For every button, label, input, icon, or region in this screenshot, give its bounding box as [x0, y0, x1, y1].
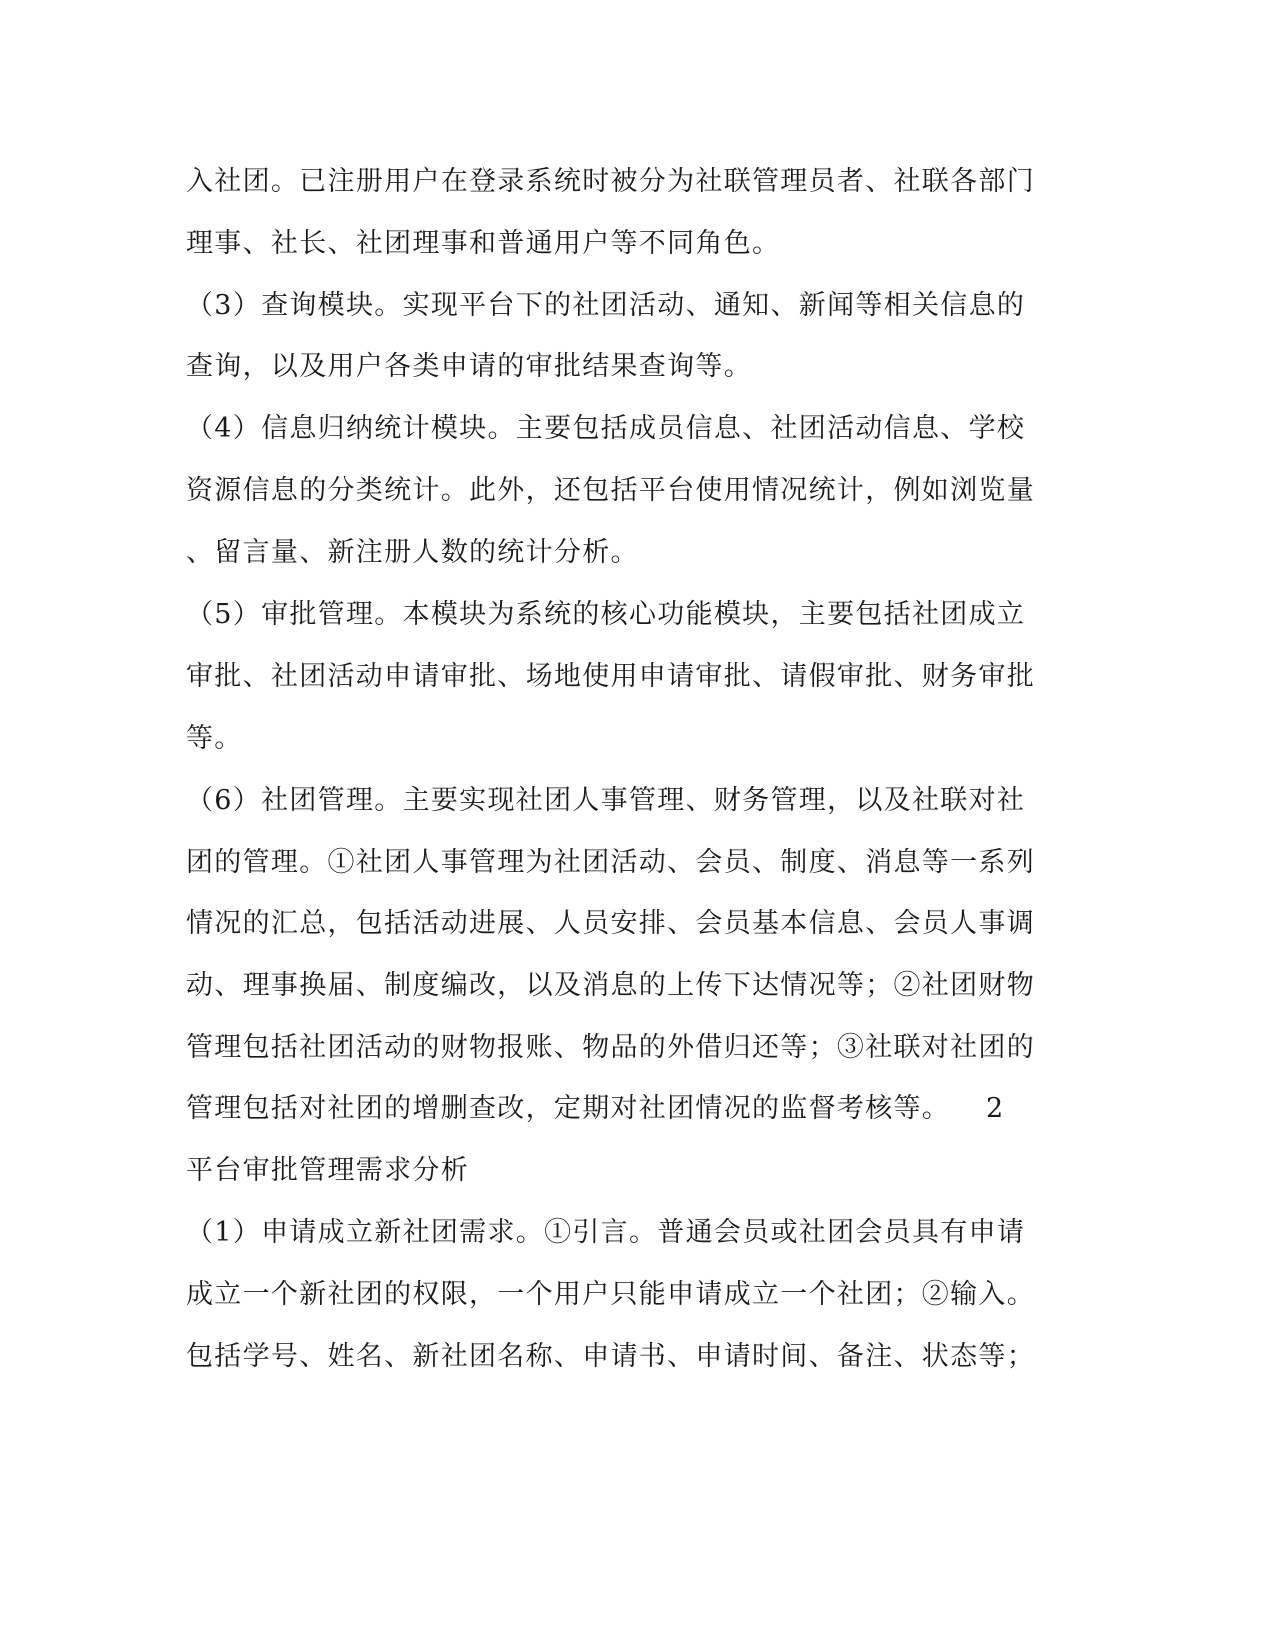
text-line: 成立一个新社团的权限，一个用户只能申请成立一个社团；②输入。 — [186, 1279, 1035, 1310]
text-line: 管理包括对社团的增删查改，定期对社团情况的监督考核等。 — [186, 1093, 951, 1124]
text-line: 团的管理。①社团人事管理为社团活动、会员、制度、消息等一系列 — [186, 847, 1035, 878]
text-line: （5）审批管理。本模块为系统的核心功能模块，主要包括社团成立 — [186, 599, 1026, 630]
text-line: 资源信息的分类统计。此外，还包括平台使用情况统计，例如浏览量 — [186, 475, 1035, 506]
text-line: 查询，以及用户各类申请的审批结果查询等。 — [186, 351, 752, 382]
text-line: 等。 — [186, 723, 243, 754]
text-line: 理事、社长、社团理事和普通用户等不同角色。 — [186, 228, 781, 259]
text-line: 包括学号、姓名、新社团名称、申请书、申请时间、备注、状态等； — [186, 1341, 1035, 1372]
text-line: 情况的汇总，包括活动进展、人员安排、会员基本信息、会员人事调 — [186, 908, 1035, 939]
text-line: 审批、社团活动申请审批、场地使用申请审批、请假审批、财务审批 — [186, 661, 1035, 692]
text-line: 管理包括社团活动的财物报账、物品的外借归还等；③社联对社团的 — [186, 1032, 1035, 1063]
text-line: （3）查询模块。实现平台下的社团活动、通知、新闻等相关信息的 — [186, 290, 1026, 321]
text-line: 入社团。已注册用户在登录系统时被分为社联管理员者、社联各部门 — [186, 166, 1035, 197]
text-line: （1）申请成立新社团需求。①引言。普通会员或社团会员具有申请 — [186, 1217, 1026, 1248]
text-line: （6）社团管理。主要实现社团人事管理、财务管理，以及社联对社 — [186, 785, 1026, 816]
text-line: 、留言量、新注册人数的统计分析。 — [186, 537, 639, 568]
text-line: 动、理事换届、制度编改，以及消息的上传下达情况等；②社团财物 — [186, 970, 1035, 1001]
section-heading: 平台审批管理需求分析 — [186, 1155, 469, 1186]
text-line: （4）信息归纳统计模块。主要包括成员信息、社团活动信息、学校 — [186, 413, 1026, 444]
page-number: 2 — [986, 1093, 1004, 1124]
